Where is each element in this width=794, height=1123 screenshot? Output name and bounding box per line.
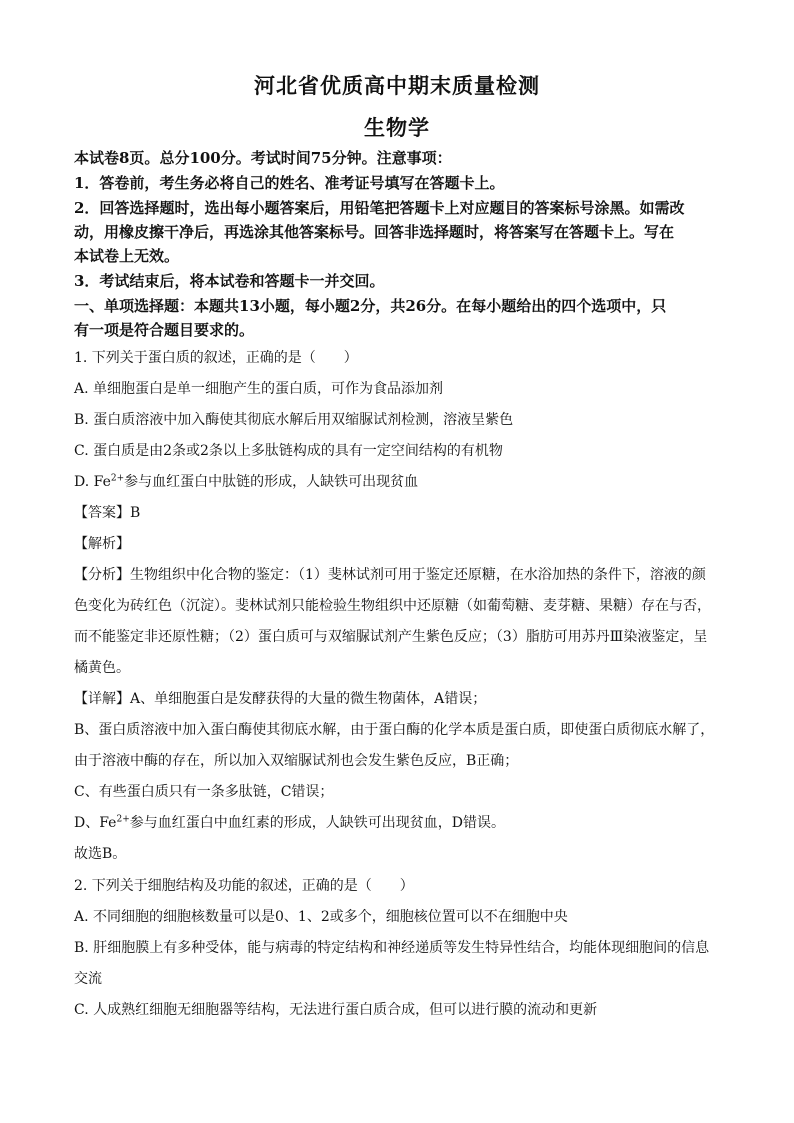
option-d-prefix: D. Fe [74,474,111,490]
exam-title: 河北省优质高中期末质量检测 [254,73,540,98]
analysis-label: 【解析】 [74,536,130,552]
xiangjie-5-text: 参与血红蛋白中血红素的形成，人缺铁可出现贫血，D错误。 [129,815,505,831]
question-2-option-b-line-2: 交流 [74,971,102,987]
question-2-option-a: A. 不同细胞的细胞核数量可以是0、1、2或多个，细胞核位置可以不在细胞中央 [74,909,568,925]
instruction-item-1: 1．答卷前，考生务必将自己的姓名、准考证号填写在答题卡上。 [74,174,505,192]
fenxi-line-4: 橘黄色。 [74,660,130,676]
instruction-item-2-line-1: 2．回答选择题时，选出每小题答案后，用铅笔把答题卡上对应题目的答案标号涂黑。如需改 [74,199,685,217]
section-heading-line-1: 一、单项选择题：本题共13小题，每小题2分，共26分。在每小题给出的四个选项中，只 [74,297,667,315]
option-d-text: 参与血红蛋白中肽链的形成，人缺铁可出现贫血 [124,474,419,490]
question-2-option-b-line-1: B. 肝细胞膜上有多种受体，能与病毒的特定结构和神经递质等发生特异性结合，均能体现细胞间的信息 [74,940,710,956]
instruction-item-2-line-2: 动，用橡皮擦干净后，再选涂其他答案标号。回答非选择题时，将答案写在答题卡上。写在 [74,223,675,241]
question-2-option-c: C. 人成熟红细胞无细胞器等结构，无法进行蛋白质合成，但可以进行膜的流动和更新 [74,1002,598,1018]
xiangjie-5-prefix: D、Fe [74,815,117,831]
question-1-stem: 1. 下列关于蛋白质的叙述，正确的是（ ） [74,350,358,366]
instruction-item-3: 3．考试结束后，将本试卷和答题卡一并交回。 [74,272,385,290]
question-1-option-a: A. 单细胞蛋白是单一细胞产生的蛋白质，可作为食品添加剂 [74,381,444,397]
question-2-stem: 2. 下列关于细胞结构及功能的叙述，正确的是（ ） [74,878,414,894]
ion-charge: 2+ [110,473,125,484]
instruction-item-2-line-3: 本试卷上无效。 [74,247,180,265]
question-1-option-c: C. 蛋白质是由2条或2条以上多肽链构成的具有一定空间结构的有机物 [74,443,503,459]
answer-label: 【答案】B [74,505,141,521]
fenxi-line-2: 色变化为砖红色（沉淀）。斐林试剂只能检验生物组织中还原糖（如葡萄糖、麦芽糖、果糖）存在与否， [74,598,711,614]
xiangjie-line-4: C、有些蛋白质只有一条多肽链，C错误； [74,784,334,800]
xiangjie-line-2: B、蛋白质溶液中加入蛋白酶使其彻底水解，由于蛋白酶的化学本质是蛋白质，即使蛋白质彻底水解了， [74,722,715,738]
fenxi-line-1: 【分析】生物组织中化合物的鉴定：（1）斐林试剂可用于鉴定还原糖，在水浴加热的条件下，溶液的颜 [74,567,706,583]
xiangjie-line-5 [74,814,724,832]
ion-charge: 2+ [116,814,130,825]
fenxi-line-3: 而不能鉴定非还原性糖；（2）蛋白质可与双缩脲试剂产生紫色反应；（3）脂肪可用苏丹Ⅲ染液鉴定，呈 [74,629,708,645]
question-1-option-b: B. 蛋白质溶液中加入酶使其彻底水解后用双缩脲试剂检测，溶液呈紫色 [74,412,514,428]
instructions-intro: 本试卷8页。总分100分。考试时间75分钟。注意事项： [74,149,452,167]
conclusion: 故选B。 [74,846,127,862]
subject-title: 生物学 [364,115,430,140]
question-1-option-d [74,473,724,491]
section-heading-line-2: 有一项是符合题目要求的。 [74,321,255,339]
xiangjie-line-3: 由于溶液中酶的存在，所以加入双缩脲试剂也会发生紫色反应，B正确； [74,753,519,769]
xiangjie-line-1: 【详解】A、单细胞蛋白是发酵获得的大量的微生物菌体，A错误； [74,691,487,707]
